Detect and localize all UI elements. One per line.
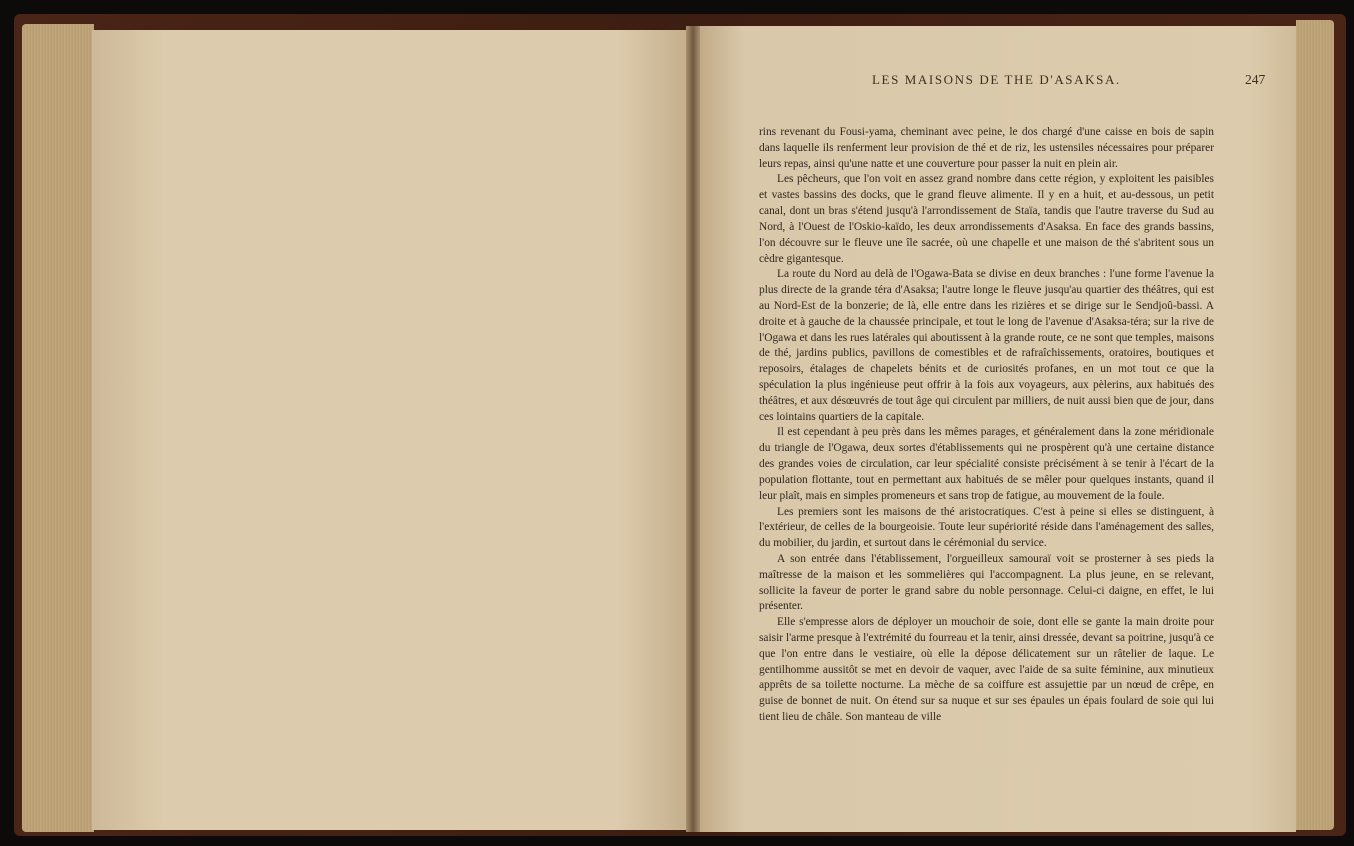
paragraph: Il est cependant à peu près dans les mêmes parages, et généralement dans la zone méridionale du triangle de l'Ogawa, deux sortes d'établissements qui ne prospèrent qu'à une certaine distance des grandes voies de circulation, car leur spécialité consiste précisément à se tenir à l'écart de la population flottante, tout en permettant aux habitués de se mêler pour quelques instants, quand il leur plaît, mais en simples promeneurs et sans trop de fatigue, au mouvement de la foule. [759,426,1214,502]
paragraph: Les pêcheurs, que l'on voit en assez grand nombre dans cette région, y exploitent les paisibles et vastes bassins des docks, que le grand fleuve alimente. Il y en a huit, et au-dessous, un petit canal, dont un bras s'étend jusqu'à l'arrondissement de Staïa, tandis que l'autre traverse du Sud au Nord, à l'Ouest de l'Oskio-kaïdo, les deux arrondissements d'Asaksa. En face des grands bassins, l'on découvre sur le fleuve une île sacrée, où une chapelle et une maison de thé s'abritent sous un cèdre gigantesque. [759,173,1214,265]
page-edges-right [1296,20,1334,830]
paragraph: A son entrée dans l'établissement, l'orgueilleux samouraï voit se prosterner à ses pieds la maîtresse de la maison et les sommelières qui l'accompagnent. La plus jeune, en se relevant, sollicite la faveur de porter le grand sabre du noble personnage. Celui-ci daigne, en effet, le lui présenter. [759,552,1214,613]
paragraph: La route du Nord au delà de l'Ogawa-Bata se divise en deux branches : l'une forme l'avenue la plus directe de la grande téra d'Asaksa; l'autre longe le fleuve jusqu'au quartier des théâtres, qui est au Nord-Est de la bonzerie; de là, elle entre dans les rizières et se dirige sur le Sendjoû-bassi. A droite et à gauche de la chaussée principale, et tout le long de l'avenue d'Asaksa-téra; sur la rive de l'Ogawa et dans les rues latérales qui aboutissent à la grande route, ce ne sont que temples, maisons de thé, jardins publics, pavillons de comestibles et de rafraîchissements, oratoires, boutiques et reposoirs, étalages de chapelets bénits et de curiosités profanes, en un mot tout ce que la spéculation la plus ingénieuse peut offrir à la fois aux voyageurs, aux pèlerins, aux habitués des théâtres, et aux désœuvrés de tout âge qui circulent par milliers, de nuit aussi bien que de jour, dans ces lointains quartiers de la capitale. [759,268,1214,423]
paragraph: Elle s'empresse alors de déployer un mouchoir de soie, dont elle se gante la main droite pour saisir l'arme presque à l'extrémité du fourreau et la tenir, ainsi dressée, devant sa poitrine, jusqu'à ce que l'on entre dans le vestiaire, où elle la dépose délicatement sur un râtelier de laque. Le gentilhomme aussitôt se met en devoir de vaquer, avec l'aide de sa suite féminine, aux minutieux apprêts de sa toilette nocturne. La mèche de sa coiffure est assujettie par un nœud de crêpe, en guise de bonnet de nuit. On étend sur sa nuque et sur ses épaules un épais foulard de soie qui lui tient lieu de châle. Son manteau de ville [759,616,1214,724]
paragraph: rins revenant du Fousi-yama, cheminant avec peine, le dos chargé d'une caisse en bois de sapin dans laquelle ils renferment leur provision de thé et de riz, les ustensiles nécessaires pour préparer leurs repas, ainsi qu'une natte et une couverture pour passer la nuit en plein air. [759,126,1214,170]
running-head: LES MAISONS DE THE D'ASAKSA. [872,72,1121,87]
page-header [696,72,1296,98]
book-gutter [686,26,700,832]
paragraph: Les premiers sont les maisons de thé aristocratiques. C'est à peine si elles se distinguent, à l'extérieur, de celles de la bourgeoisie. Toute leur supériorité réside dans l'aménagement des salles, du mobilier, du jardin, et surtout dans le cérémonial du service. [759,505,1214,550]
left-page-blank [92,30,690,830]
page-number: 247 [1245,72,1266,87]
page-edges-left [22,24,94,832]
body-text [759,125,1214,726]
